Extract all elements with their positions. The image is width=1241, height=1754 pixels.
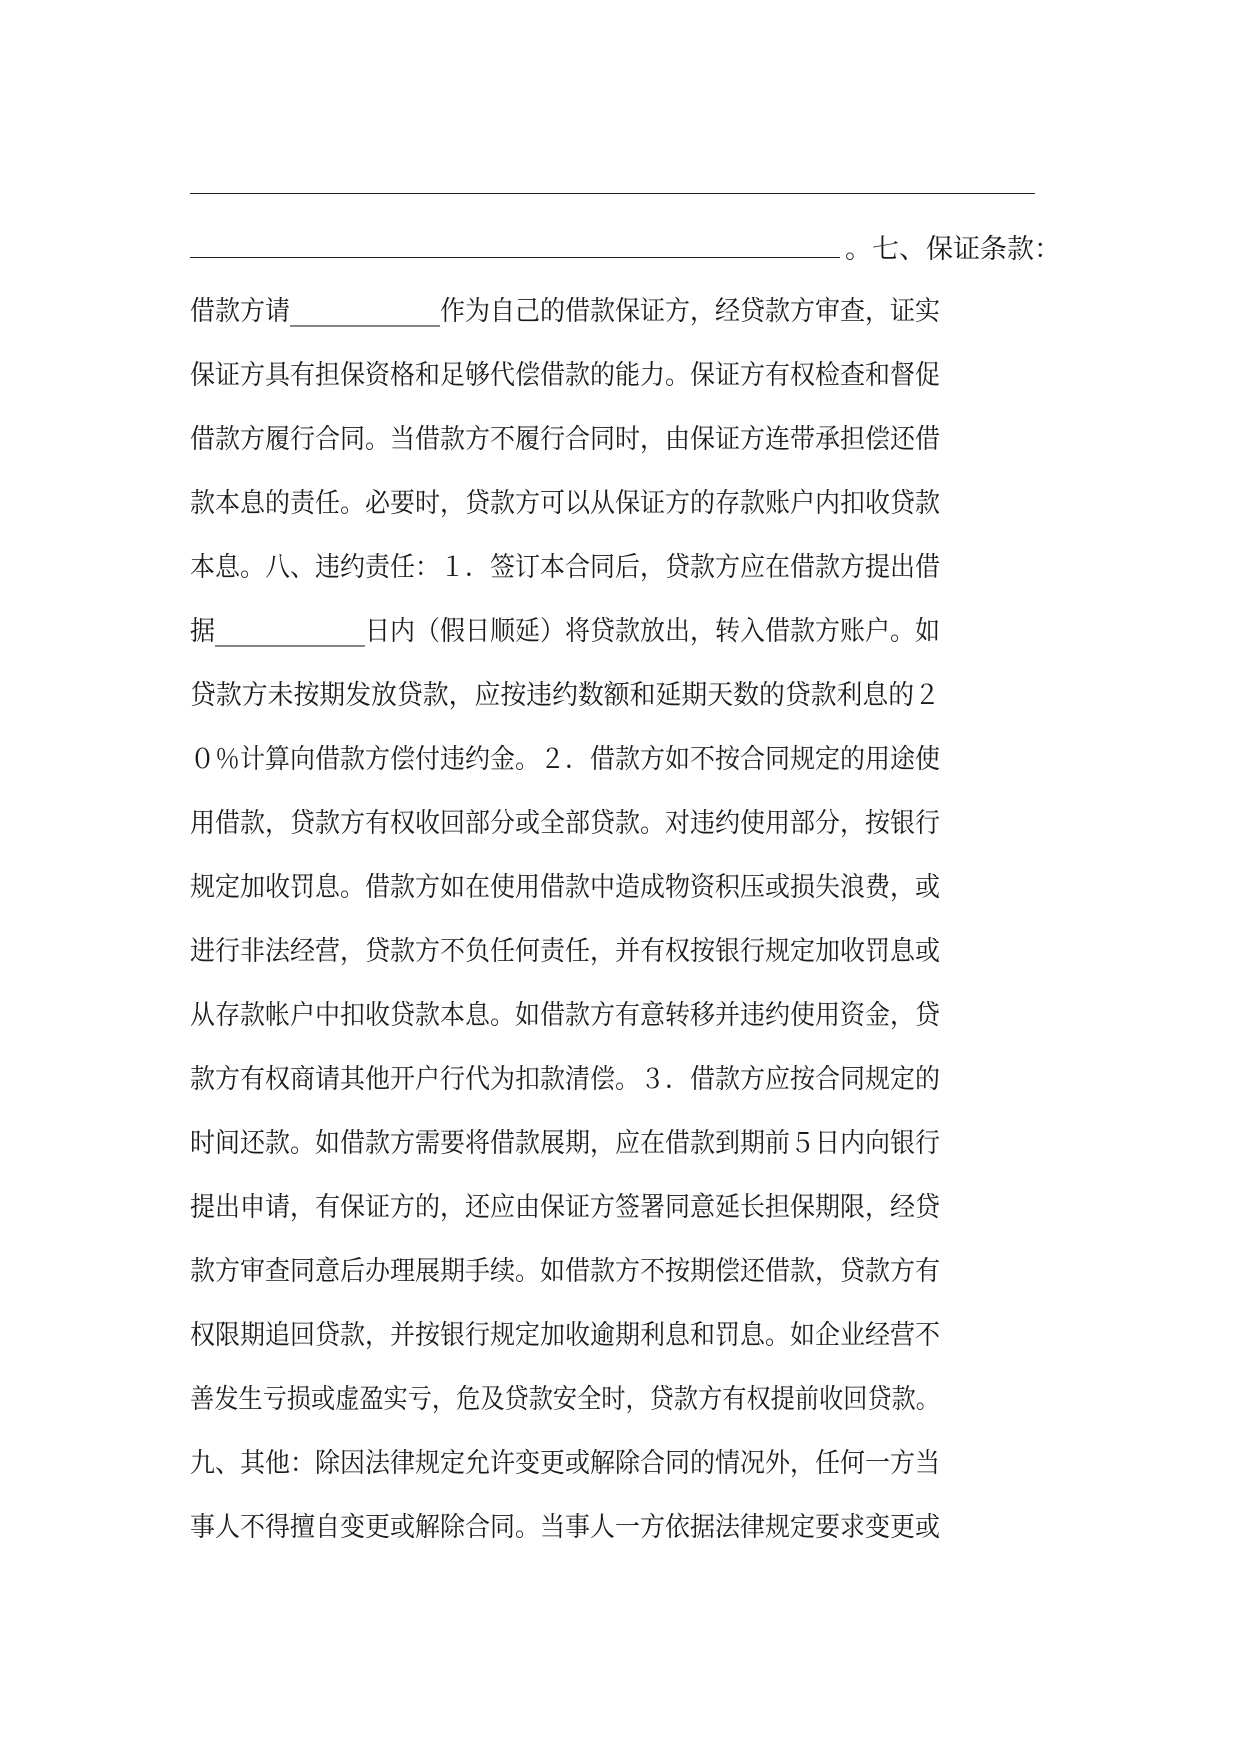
text-line: 款方审查同意后办理展期手续。如借款方不按期偿还借款，贷款方有: [190, 1256, 940, 1287]
text-line: 款本息的责任。必要时，贷款方可以从保证方的存款账户内扣收贷款: [190, 488, 940, 519]
text-line: 时间还款。如借款方需要将借款展期，应在借款到期前５日内向银行: [190, 1128, 940, 1159]
text-line: 权限期追回贷款，并按银行规定加收逾期利息和罚息。如企业经营不: [190, 1320, 940, 1351]
text-line: 用借款，贷款方有权收回部分或全部贷款。对违约使用部分，按银行: [190, 808, 940, 839]
blank-fill-line: [190, 257, 840, 258]
text-line: 保证方具有担保资格和足够代偿借款的能力。保证方有权检查和督促: [190, 360, 940, 391]
text-line: 提出申请，有保证方的，还应由保证方签署同意延长担保期限，经贷: [190, 1192, 940, 1223]
text-line: 据____________日内（假日顺延）将贷款放出，转入借款方账户。如: [190, 616, 940, 647]
text-line: 进行非法经营，贷款方不负任何责任，并有权按银行规定加收罚息或: [190, 936, 940, 967]
text-line: 。七、保证条款：: [845, 234, 1061, 265]
text-line: ０％计算向借款方偿付违约金。２．借款方如不按合同规定的用途使: [190, 744, 940, 775]
text-line: 规定加收罚息。借款方如在使用借款中造成物资积压或损失浪费，或: [190, 872, 940, 903]
text-line: 善发生亏损或虚盈实亏，危及贷款安全时，贷款方有权提前收回贷款。: [190, 1384, 940, 1415]
text-line: 借款方履行合同。当借款方不履行合同时，由保证方连带承担偿还借: [190, 424, 940, 455]
text-line: 九、其他：除因法律规定允许变更或解除合同的情况外，任何一方当: [190, 1448, 940, 1479]
text-line: 贷款方未按期发放贷款，应按违约数额和延期天数的贷款利息的２: [190, 680, 940, 711]
text-line: 款方有权商请其他开户行代为扣款清偿。３．借款方应按合同规定的: [190, 1064, 940, 1095]
text-line: 本息。八、违约责任：１．签订本合同后，贷款方应在借款方提出借: [190, 552, 940, 583]
text-line: 事人不得擅自变更或解除合同。当事人一方依据法律规定要求变更或: [190, 1512, 940, 1543]
text-line: 借款方请____________作为自己的借款保证方，经贷款方审查，证实: [190, 296, 940, 327]
text-line: 从存款帐户中扣收贷款本息。如借款方有意转移并违约使用资金，贷: [190, 1000, 940, 1031]
blank-fill-line: [190, 193, 1035, 194]
